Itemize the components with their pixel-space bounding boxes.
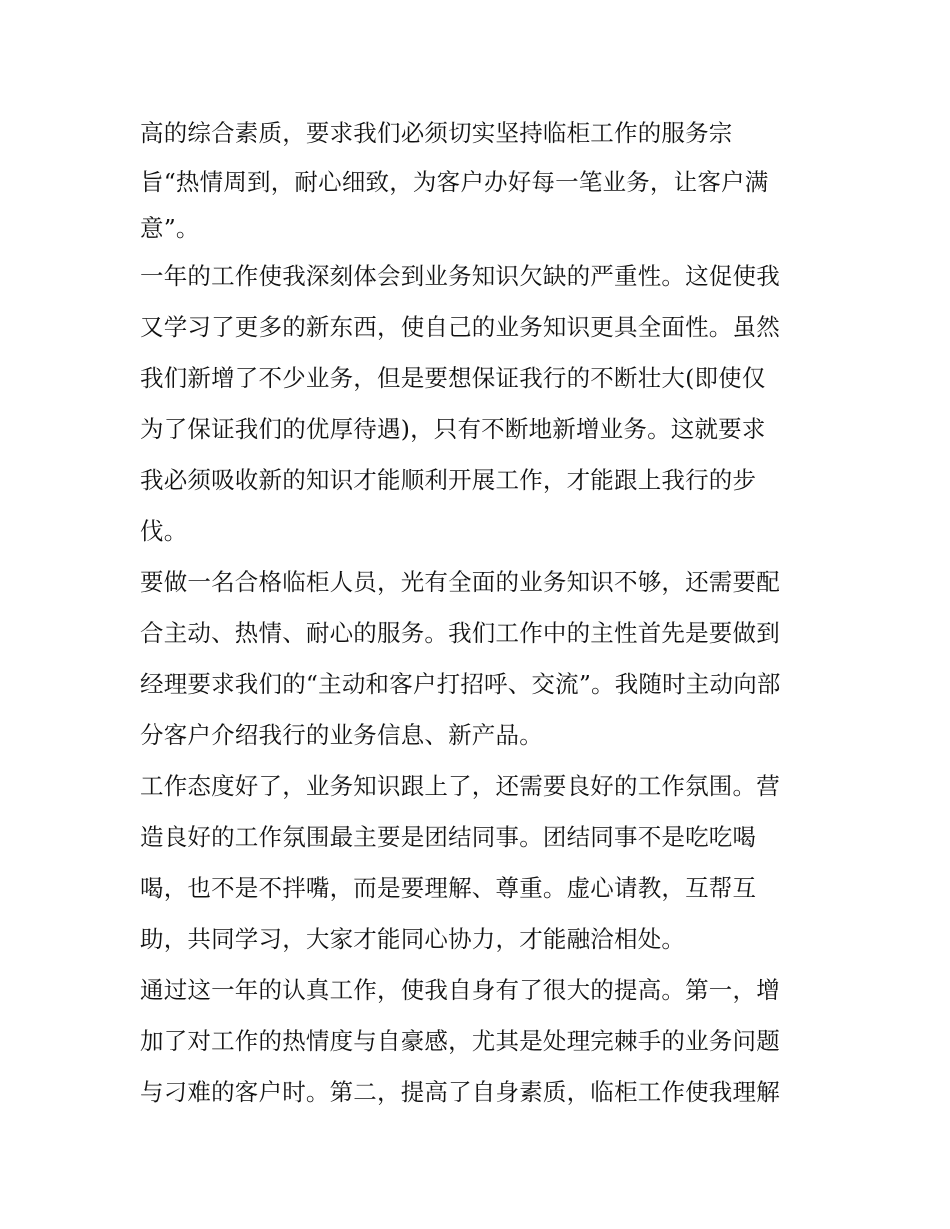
text-line: 分客户介绍我行的业务信息、新产品。 [140, 721, 543, 749]
text-line: 我们新增了不少业务，但是要想保证我行的不断壮大(即使仅 [140, 364, 766, 392]
text-line: 助，共同学习，大家才能同心协力，才能融洽相处。 [140, 925, 686, 953]
text-line: 伐。 [140, 517, 188, 545]
text-line: 通过这一年的认真工作，使我自身有了很大的提高。第一，增 [140, 976, 780, 1004]
document-body [140, 108, 820, 1118]
text-line: 又学习了更多的新东西，使自己的业务知识更具全面性。虽然 [140, 313, 780, 341]
text-line: 旨“热情周到，耐心细致，为客户办好每一笔业务，让客户满 [140, 168, 769, 196]
text-line: 为了保证我们的优厚待遇)，只有不断地新增业务。这就要求 [140, 415, 766, 443]
text-line: 经理要求我们的“主动和客户打招呼、交流”。我随时主动向部 [140, 670, 781, 698]
text-line: 喝，也不是不拌嘴，而是要理解、尊重。虚心请教，互帮互 [140, 874, 757, 902]
text-line: 我必须吸收新的知识才能顺利开展工作，才能跟上我行的步 [140, 466, 757, 494]
text-line: 意”。 [140, 214, 200, 242]
text-line: 造良好的工作氛围最主要是团结同事。团结同事不是吃吃喝 [140, 823, 757, 851]
text-line: 加了对工作的热情度与自豪感，尤其是处理完棘手的业务问题 [140, 1027, 780, 1055]
text-line: 一年的工作使我深刻体会到业务知识欠缺的严重性。这促使我 [140, 262, 780, 290]
text-line: 工作态度好了，业务知识跟上了，还需要良好的工作氛围。营 [140, 772, 780, 800]
text-line: 合主动、热情、耐心的服务。我们工作中的主性首先是要做到 [140, 619, 780, 647]
text-line: 与刁难的客户时。第二，提高了自身素质，临柜工作使我理解 [140, 1078, 780, 1106]
text-line: 要做一名合格临柜人员，光有全面的业务知识不够，还需要配 [140, 568, 780, 596]
text-line: 高的综合素质，要求我们必须切实坚持临柜工作的服务宗 [140, 119, 733, 147]
